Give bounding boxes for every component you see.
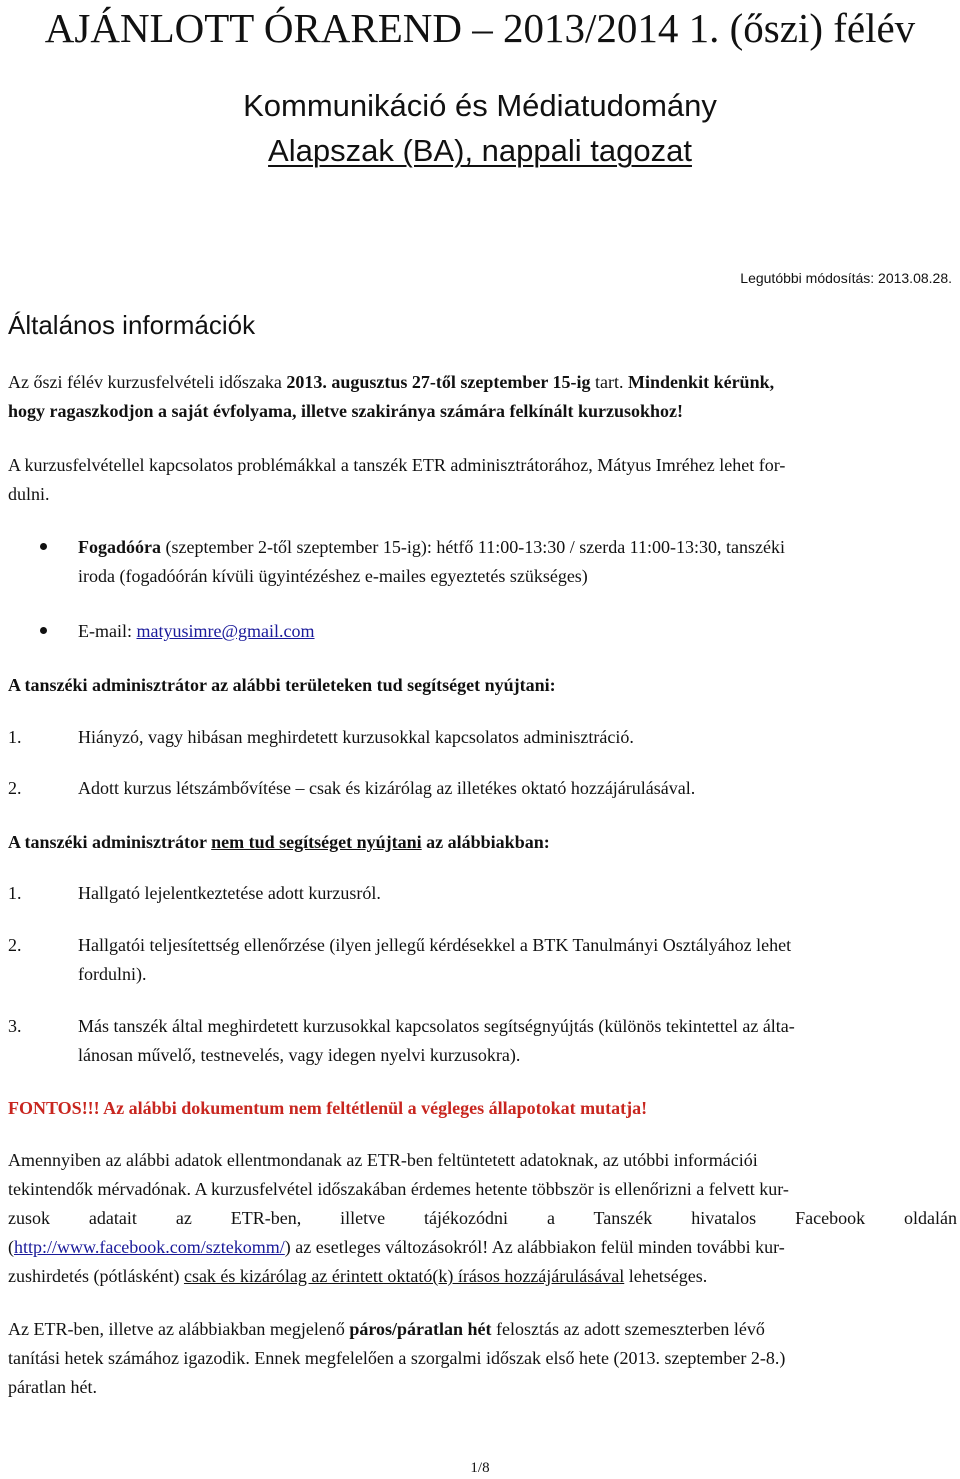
list-number: 2. — [8, 778, 22, 798]
contact-paragraph-line1: A kurzusfelvétellel kapcsolatos problémákkal a tanszék ETR adminisztrátorához, Mátyus Imréhez lehet for- — [8, 455, 786, 475]
list-item: Hiányzó, vagy hibásan meghirdetett kurzusokkal kapcsolatos adminisztráció. — [78, 727, 634, 747]
list-item-line2: fordulni). — [78, 964, 147, 984]
important-label: FONTOS!!! — [8, 1098, 100, 1118]
list-number: 1. — [8, 883, 22, 903]
list-item-line2: lánosan művelő, testnevelés, vagy idegen nyelvi kurzusokra). — [78, 1045, 521, 1065]
intro-paragraph-line2: hogy ragaszkodjon a saját évfolyama, illetve szakiránya számára felkínált kurzusokhoz! — [8, 401, 683, 421]
etr-paragraph-line3: zusok adatait az ETR-ben, illetve tájékozódni a Tanszék hivatalos Facebook oldalán — [8, 1208, 957, 1228]
list-item: Hallgató lejelentkeztetése adott kurzusról. — [78, 883, 381, 903]
last-modified-date: Legutóbbi módosítás: 2013.08.28. — [740, 270, 952, 286]
bullet-dot — [40, 543, 47, 550]
list-item-line1: Más tanszék által meghirdetett kurzusokkal kapcsolatos segítségnyújtás (különös tekintettel az álta- — [78, 1016, 795, 1036]
cannot-help-heading: A tanszéki adminisztrátor nem tud segítséget nyújtani az alábbiakban: — [8, 832, 550, 852]
list-number: 3. — [8, 1016, 22, 1036]
list-number: 1. — [8, 727, 22, 747]
office-hours-line1: Fogadóóra (szeptember 2-től szeptember 15-ig): hétfő 11:00-13:30 / szerda 11:00-13:30, tanszéki — [78, 537, 785, 557]
contact-paragraph-line2: dulni. — [8, 484, 50, 504]
week-paragraph-line3: páratlan hét. — [8, 1377, 97, 1397]
intro-paragraph-line1: Az őszi félév kurzusfelvételi időszaka 2013. augusztus 27-től szeptember 15-ig tart. Mindenkit kérünk, — [8, 372, 775, 392]
section-heading: Általános információk — [8, 310, 256, 340]
bullet-dot — [40, 627, 47, 634]
etr-paragraph-line5: zushirdetés (pótlásként) csak és kizárólag az érintett oktató(k) írásos hozzájárulásával lehetséges. — [8, 1266, 708, 1286]
etr-paragraph-line4: (http://www.facebook.com/sztekomm/) az esetleges változásokról! Az alábbiakon felül minden további kur- — [8, 1237, 785, 1257]
list-number: 2. — [8, 935, 22, 955]
program-title: Kommunikáció és Médiatudomány — [243, 88, 717, 123]
office-hours-line2: iroda (fogadóórán kívüli ügyintézéshez e-mailes egyeztetés szükséges) — [78, 566, 588, 586]
email-line: E-mail: matyusimre@gmail.com — [78, 621, 315, 641]
list-item-line1: Hallgatói teljesítettség ellenőrzése (ilyen jellegű kérdésekkel a BTK Tanulmányi Osztályához lehet — [78, 935, 792, 955]
week-paragraph-line1: Az ETR-ben, illetve az alábbiakban megjelenő páros/páratlan hét felosztás az adott szemeszterben lévő — [8, 1319, 765, 1339]
program-subtitle: Alapszak (BA), nappali tagozat — [268, 133, 692, 168]
list-item: Adott kurzus létszámbővítése – csak és kizárólag az illetékes oktató hozzájárulásával. — [78, 778, 696, 798]
can-help-heading: A tanszéki adminisztrátor az alábbi területeken tud segítséget nyújtani: — [8, 675, 556, 695]
week-paragraph-line2: tanítási hetek számához igazodik. Ennek megfelelően a szorgalmi időszak első hete (2013. szeptember 2-8.) — [8, 1348, 786, 1368]
important-notice: FONTOS!!! Az alábbi dokumentum nem feltétlenül a végleges állapotokat mutatja! — [8, 1098, 648, 1118]
etr-paragraph-line2: tekintendők mérvadónak. A kurzusfelvétel időszakában érdemes hetente többször is ellenőrizni a felvett kur- — [8, 1179, 789, 1199]
email-link[interactable]: matyusimre@gmail.com — [136, 621, 315, 641]
facebook-link[interactable]: http://www.facebook.com/sztekomm/ — [14, 1237, 285, 1257]
page-title: AJÁNLOTT ÓRAREND – 2013/2014 1. (őszi) félév — [44, 5, 916, 51]
page-number: 1/8 — [470, 1460, 490, 1476]
etr-paragraph-line1: Amennyiben az alábbi adatok ellentmondanak az ETR-ben feltüntetett adatoknak, az utóbbi információi — [8, 1150, 758, 1170]
